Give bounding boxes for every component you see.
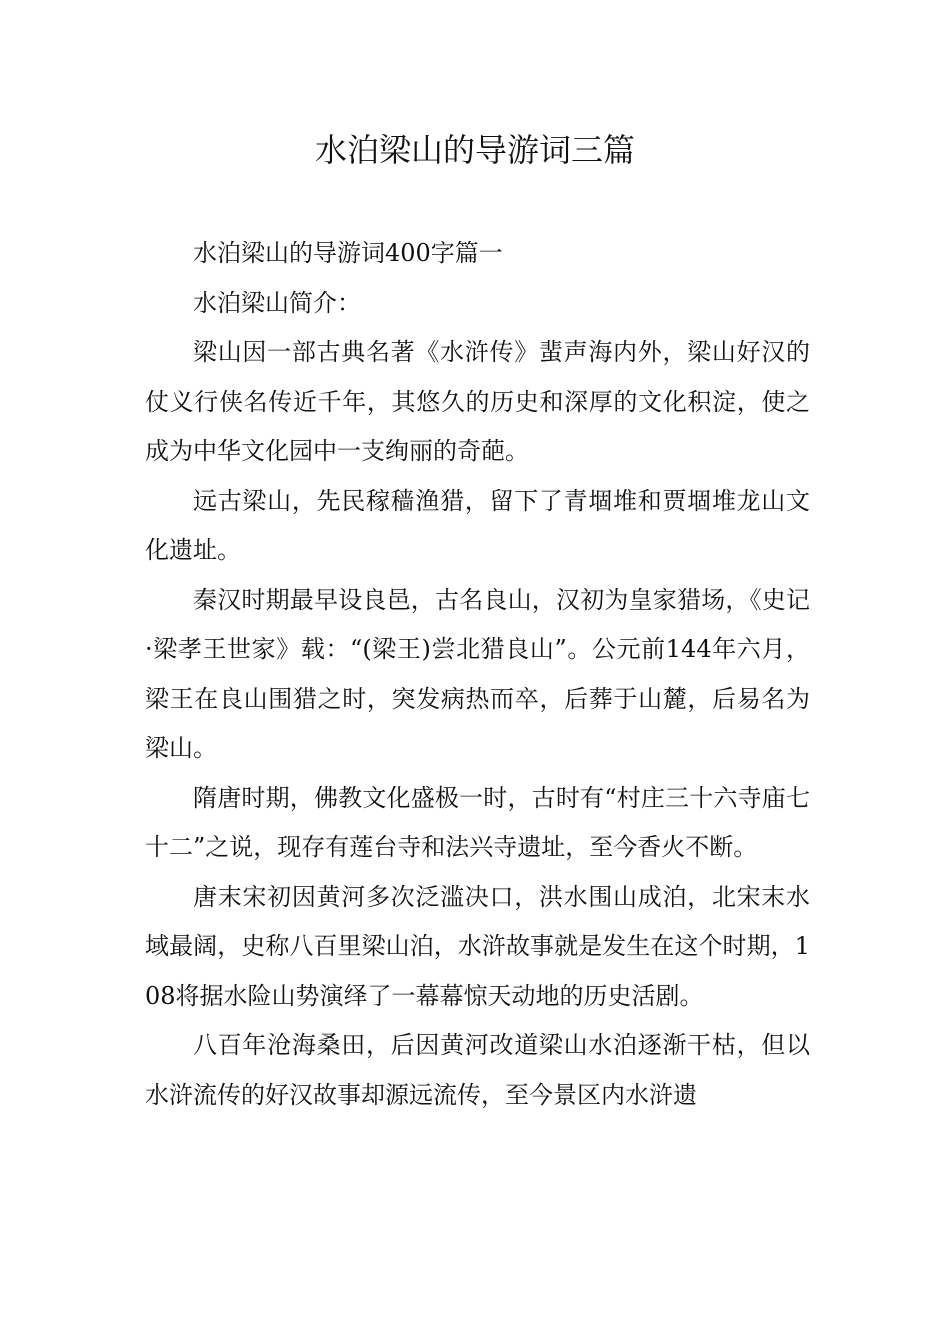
paragraph: 梁山因一部古典名著《水浒传》蜚声海内外，梁山好汉的仗义行侠名传近千年，其悠久的历史和深厚的文化积淀，使之成为中华文化园中一支绚丽的奇葩。 xyxy=(145,338,810,465)
paragraph: 唐末宋初因黄河多次泛滥决口，洪水围山成泊，北宋末水域最阔，史称八百里梁山泊，水浒故事就是发生在这个时期，108将据水险山势演绎了一幕幕惊天动地的历史活剧。 xyxy=(145,882,810,1010)
paragraph: 远古梁山，先民稼穑渔猎，留下了青堌堆和贾堌堆龙山文化遗址。 xyxy=(145,486,810,564)
paragraph: 八百年沧海桑田，后因黄河改道梁山水泊逐渐干枯，但以水浒流传的好汉故事却源远流传，至今景区内水浒遗 xyxy=(145,1031,810,1109)
paragraph: 隋唐时期，佛教文化盛极一时，古时有“村庄三十六寺庙七十二”之说，现存有莲台寺和法兴寺遗址，至今香火不断。 xyxy=(145,783,810,861)
paragraph: 秦汉时期最早设良邑，古名良山，汉初为皇家猎场，《史记·梁孝王世家》载：“(梁王)尝北猎良山”。公元前144年六月，梁王在良山围猎之时，突发病热而卒，后葬于山麓，后易名为梁山。 xyxy=(145,585,810,762)
section-heading: 水泊梁山的导游词400字篇一 xyxy=(193,239,503,267)
intro-heading: 水泊梁山简介： xyxy=(193,288,361,317)
document-title: 水泊梁山的导游词三篇 xyxy=(314,131,635,169)
document-body xyxy=(145,229,810,1120)
